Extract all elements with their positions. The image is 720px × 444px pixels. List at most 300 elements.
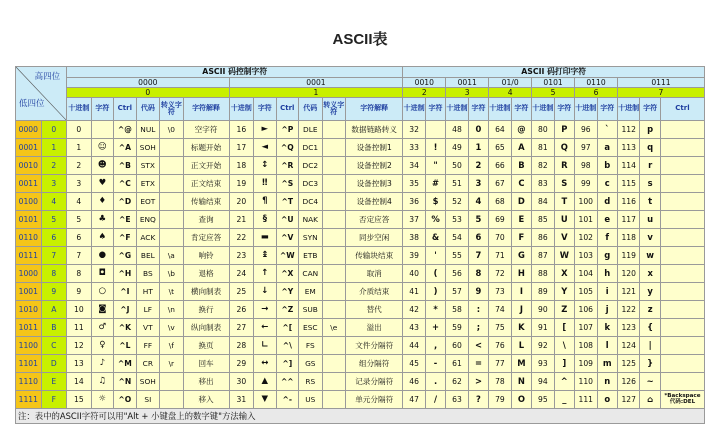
decimal-cell: 49 [446, 139, 468, 157]
code-cell: VT [136, 319, 160, 337]
decimal-cell: 39 [403, 247, 425, 265]
decimal-cell: 16 [229, 121, 254, 139]
high-bits-label: 0110 [575, 78, 618, 88]
char-cell: b [597, 157, 617, 175]
low-bits-label: 0010 [16, 157, 42, 175]
desc-cell: 移入 [183, 391, 229, 409]
decimal-cell: 42 [403, 301, 425, 319]
char-cell: } [640, 355, 660, 373]
escape-cell [322, 265, 346, 283]
high-bits-label: 0010 [403, 78, 446, 88]
low-hex-label: 0 [41, 121, 67, 139]
ctrl-cell: ^H [114, 265, 136, 283]
char-cell: 4 [468, 193, 488, 211]
table-row [16, 301, 705, 319]
code-cell: RS [299, 373, 323, 391]
desc-cell: 设备控制3 [346, 175, 403, 193]
char-cell: # [425, 175, 445, 193]
low-bits-label: 0100 [16, 193, 42, 211]
decimal-cell: 43 [403, 319, 425, 337]
decimal-cell: 63 [446, 391, 468, 409]
escape-cell [160, 193, 184, 211]
char-cell: y [640, 283, 660, 301]
char-cell: ☺ [91, 139, 113, 157]
char-cell: K [511, 319, 531, 337]
decimal-cell: 93 [532, 355, 554, 373]
char-cell: T [554, 193, 574, 211]
desc-cell: 组分隔符 [346, 355, 403, 373]
decimal-cell: 125 [617, 355, 639, 373]
char-cell: a [597, 139, 617, 157]
code-cell: SYN [299, 229, 323, 247]
decimal-cell: 8 [67, 265, 92, 283]
page-title: ASCII表 [332, 31, 388, 48]
char-cell: ← [254, 319, 276, 337]
ctrl-cell: ^M [114, 355, 136, 373]
char-cell: f [597, 229, 617, 247]
char-cell: t [640, 193, 660, 211]
ctrl-cell: ^] [276, 355, 298, 373]
char-cell: ↓ [254, 283, 276, 301]
code-cell: ETX [136, 175, 160, 193]
desc-cell: 正文开始 [183, 157, 229, 175]
high-hex-label: 2 [403, 88, 446, 98]
escape-cell [322, 211, 346, 229]
decimal-cell: 115 [617, 175, 639, 193]
escape-cell [322, 337, 346, 355]
low-hex-label: E [41, 373, 67, 391]
decimal-cell: 113 [617, 139, 639, 157]
char-cell: ☼ [91, 391, 113, 409]
code-cell: EM [299, 283, 323, 301]
code-cell: BEL [136, 247, 160, 265]
low-bits-label: 0101 [16, 211, 42, 229]
ctrl-cell: ^J [114, 301, 136, 319]
high-hex-label: 1 [229, 88, 403, 98]
decimal-cell: 7 [67, 247, 92, 265]
decimal-cell: 33 [403, 139, 425, 157]
char-cell: ♠ [91, 229, 113, 247]
table-row [16, 247, 705, 265]
decimal-cell: 30 [229, 373, 254, 391]
desc-cell: 纵向制表 [183, 319, 229, 337]
decimal-cell: 126 [617, 373, 639, 391]
table-row [16, 121, 705, 139]
char-cell: ♂ [91, 319, 113, 337]
char-cell: k [597, 319, 617, 337]
decimal-cell: 88 [532, 265, 554, 283]
decimal-cell: 105 [575, 283, 597, 301]
char-cell: ↑ [254, 265, 276, 283]
column-header-desc: 字符解释 [183, 98, 229, 121]
char-cell: 9 [468, 283, 488, 301]
char-cell: W [554, 247, 574, 265]
char-cell: * [425, 301, 445, 319]
char-cell: n [597, 373, 617, 391]
ctrl-cell: ^V [276, 229, 298, 247]
char-cell: v [640, 229, 660, 247]
low-bits-label: 1100 [16, 337, 42, 355]
table-row [16, 229, 705, 247]
escape-cell [160, 157, 184, 175]
char-cell: @ [511, 121, 531, 139]
column-header-char: 字符 [511, 98, 531, 121]
high-hex-label: 4 [489, 88, 532, 98]
table-row [16, 283, 705, 301]
char-cell: < [468, 337, 488, 355]
decimal-cell: 10 [67, 301, 92, 319]
char-cell: 2 [468, 157, 488, 175]
decimal-cell: 34 [403, 157, 425, 175]
char-cell: ▼ [254, 391, 276, 409]
column-header-escape: 转义字符 [322, 98, 346, 121]
column-header-decimal: 十进制 [617, 98, 639, 121]
decimal-cell: 110 [575, 373, 597, 391]
escape-cell [322, 157, 346, 175]
low-bits-label: 1000 [16, 265, 42, 283]
ctrl-cell: ^N [114, 373, 136, 391]
desc-cell: 否定应答 [346, 211, 403, 229]
table-row [16, 373, 705, 391]
char-cell: = [468, 355, 488, 373]
ctrl-cell: ^R [276, 157, 298, 175]
char-cell: ☻ [91, 157, 113, 175]
code-cell: FS [299, 337, 323, 355]
decimal-cell: 89 [532, 283, 554, 301]
ctrl-cell: ^S [276, 175, 298, 193]
escape-cell [322, 193, 346, 211]
char-cell: Q [554, 139, 574, 157]
escape-cell: \t [160, 283, 184, 301]
high-hex-label: 6 [575, 88, 618, 98]
char-cell: N [511, 373, 531, 391]
desc-cell: 标题开始 [183, 139, 229, 157]
table-row [16, 175, 705, 193]
column-header-char: 字符 [597, 98, 617, 121]
table-row [16, 355, 705, 373]
decimal-cell: 73 [489, 283, 511, 301]
ctrl-cell [660, 157, 704, 175]
column-header-code: 代码 [299, 98, 323, 121]
code-cell: ACK [136, 229, 160, 247]
char-cell: U [554, 211, 574, 229]
code-cell: DC4 [299, 193, 323, 211]
char-cell: C [511, 175, 531, 193]
char-cell: p [640, 121, 660, 139]
char-cell: / [425, 391, 445, 409]
ctrl-cell [660, 319, 704, 337]
high-bits-label: 0000 [67, 78, 229, 88]
decimal-cell: 98 [575, 157, 597, 175]
high-bits-label: 0001 [229, 78, 403, 88]
char-cell: ( [425, 265, 445, 283]
char-cell: s [640, 175, 660, 193]
column-header-decimal: 十进制 [446, 98, 468, 121]
low-bits-label: 0000 [16, 121, 42, 139]
ctrl-cell: ^E [114, 211, 136, 229]
print-title: ASCII 码打印字符 [403, 67, 705, 78]
decimal-cell: 51 [446, 175, 468, 193]
table-row [16, 157, 705, 175]
decimal-cell: 91 [532, 319, 554, 337]
decimal-cell: 97 [575, 139, 597, 157]
table-row [16, 319, 705, 337]
desc-cell: 设备控制1 [346, 139, 403, 157]
desc-cell: 退格 [183, 265, 229, 283]
escape-cell [160, 139, 184, 157]
char-cell: l [597, 337, 617, 355]
char-cell: ▬ [254, 229, 276, 247]
char-cell: ♣ [91, 211, 113, 229]
ctrl-cell [660, 193, 704, 211]
low-hex-label: 2 [41, 157, 67, 175]
char-cell: ↕ [254, 157, 276, 175]
low-hex-label: 3 [41, 175, 67, 193]
decimal-cell: 58 [446, 301, 468, 319]
column-header-decimal: 十进制 [403, 98, 425, 121]
low-bits-label: 0110 [16, 229, 42, 247]
control-title: ASCII 码控制字符 [67, 67, 403, 78]
char-cell: - [425, 355, 445, 373]
char-cell: ♪ [91, 355, 113, 373]
char-cell: c [597, 175, 617, 193]
low-bits-label: 1111 [16, 391, 42, 409]
ctrl-cell: ^P [276, 121, 298, 139]
decimal-cell: 28 [229, 337, 254, 355]
decimal-cell: 108 [575, 337, 597, 355]
char-cell: O [511, 391, 531, 409]
ctrl-cell: ^C [114, 175, 136, 193]
column-header-ctrl: Ctrl [660, 98, 704, 121]
decimal-cell: 90 [532, 301, 554, 319]
escape-cell: \f [160, 337, 184, 355]
escape-cell [160, 175, 184, 193]
ctrl-cell [660, 265, 704, 283]
char-cell: ` [597, 121, 617, 139]
escape-cell [322, 175, 346, 193]
decimal-cell: 5 [67, 211, 92, 229]
decimal-cell: 13 [67, 355, 92, 373]
high-hex-label: 0 [67, 88, 229, 98]
decimal-cell: 81 [532, 139, 554, 157]
decimal-cell: 101 [575, 211, 597, 229]
decimal-cell: 40 [403, 265, 425, 283]
decimal-cell: 48 [446, 121, 468, 139]
char-cell: ^ [554, 373, 574, 391]
decimal-cell: 122 [617, 301, 639, 319]
decimal-cell: 94 [532, 373, 554, 391]
char-cell: o [597, 391, 617, 409]
ctrl-cell: ^K [114, 319, 136, 337]
decimal-cell: 26 [229, 301, 254, 319]
decimal-cell: 64 [489, 121, 511, 139]
char-cell: 8 [468, 265, 488, 283]
decimal-cell: 111 [575, 391, 597, 409]
desc-cell: 传输结束 [183, 193, 229, 211]
char-cell: r [640, 157, 660, 175]
char-cell: § [254, 211, 276, 229]
decimal-cell: 54 [446, 229, 468, 247]
decimal-cell: 57 [446, 283, 468, 301]
decimal-cell: 70 [489, 229, 511, 247]
column-header-char: 字符 [640, 98, 660, 121]
high-hex-label: 7 [617, 88, 704, 98]
desc-cell: 肯定应答 [183, 229, 229, 247]
ctrl-cell [660, 211, 704, 229]
decimal-cell: 99 [575, 175, 597, 193]
decimal-cell: 47 [403, 391, 425, 409]
char-cell: P [554, 121, 574, 139]
decimal-cell: 65 [489, 139, 511, 157]
ctrl-cell: ^D [114, 193, 136, 211]
high-hex-label: 3 [446, 88, 489, 98]
decimal-cell: 59 [446, 319, 468, 337]
desc-cell: 传输块结束 [346, 247, 403, 265]
char-cell: ‼ [254, 175, 276, 193]
char-cell: m [597, 355, 617, 373]
char-cell: , [425, 337, 445, 355]
escape-cell [322, 391, 346, 409]
char-cell: ! [425, 139, 445, 157]
decimal-cell: 36 [403, 193, 425, 211]
code-cell: CAN [299, 265, 323, 283]
low-bits-label: 0011 [16, 175, 42, 193]
column-header-ctrl: Ctrl [114, 98, 136, 121]
column-header-char: 字符 [425, 98, 445, 121]
char-cell: g [597, 247, 617, 265]
del-note-cell: *Backspace 代码:DEL [660, 391, 704, 409]
low-hex-label: 1 [41, 139, 67, 157]
corner-high-label: 高四位 [34, 72, 61, 82]
escape-cell [160, 211, 184, 229]
code-cell: US [299, 391, 323, 409]
char-cell: ⌂ [640, 391, 660, 409]
char-cell: I [511, 283, 531, 301]
char-cell: ▲ [254, 373, 276, 391]
char-cell: h [597, 265, 617, 283]
code-cell: STX [136, 157, 160, 175]
char-cell: 6 [468, 229, 488, 247]
char-cell: $ [425, 193, 445, 211]
decimal-cell: 21 [229, 211, 254, 229]
desc-cell: 正文结束 [183, 175, 229, 193]
char-cell: 7 [468, 247, 488, 265]
decimal-cell: 18 [229, 157, 254, 175]
low-bits-label: 1101 [16, 355, 42, 373]
ctrl-cell: ^\ [276, 337, 298, 355]
decimal-cell: 120 [617, 265, 639, 283]
desc-cell: 数据链路转义 [346, 121, 403, 139]
char-cell: z [640, 301, 660, 319]
low-hex-label: B [41, 319, 67, 337]
decimal-cell: 46 [403, 373, 425, 391]
decimal-cell: 96 [575, 121, 597, 139]
table-row [16, 193, 705, 211]
char-cell: q [640, 139, 660, 157]
char-cell: D [511, 193, 531, 211]
decimal-cell: 66 [489, 157, 511, 175]
char-cell: ; [468, 319, 488, 337]
column-header-desc: 字符解释 [346, 98, 403, 121]
char-cell: ○ [91, 283, 113, 301]
char-cell: S [554, 175, 574, 193]
column-header-decimal: 十进制 [67, 98, 92, 121]
decimal-cell: 3 [67, 175, 92, 193]
decimal-cell: 44 [403, 337, 425, 355]
escape-cell [322, 373, 346, 391]
corner-header [16, 67, 67, 121]
char-cell: \ [554, 337, 574, 355]
decimal-cell: 19 [229, 175, 254, 193]
decimal-cell: 92 [532, 337, 554, 355]
table-row [16, 139, 705, 157]
desc-cell: 介质结束 [346, 283, 403, 301]
high-bits-label: 0111 [617, 78, 704, 88]
ctrl-cell: ^I [114, 283, 136, 301]
low-hex-label: 4 [41, 193, 67, 211]
decimal-cell: 22 [229, 229, 254, 247]
column-header-decimal: 十进制 [532, 98, 554, 121]
char-cell: ] [554, 355, 574, 373]
decimal-cell: 86 [532, 229, 554, 247]
column-header-decimal: 十进制 [489, 98, 511, 121]
column-header-char: 字符 [91, 98, 113, 121]
decimal-cell: 106 [575, 301, 597, 319]
decimal-cell: 87 [532, 247, 554, 265]
decimal-cell: 114 [617, 157, 639, 175]
code-cell: SOH [136, 373, 160, 391]
desc-cell: 空字符 [183, 121, 229, 139]
decimal-cell: 85 [532, 211, 554, 229]
char-cell: M [511, 355, 531, 373]
desc-cell: 换行 [183, 301, 229, 319]
char-cell: ' [425, 247, 445, 265]
decimal-cell: 84 [532, 193, 554, 211]
escape-cell [322, 121, 346, 139]
decimal-cell: 83 [532, 175, 554, 193]
code-cell: ESC [299, 319, 323, 337]
decimal-cell: 4 [67, 193, 92, 211]
ctrl-cell: ^^ [276, 373, 298, 391]
char-cell: { [640, 319, 660, 337]
char-cell: ? [468, 391, 488, 409]
decimal-cell: 0 [67, 121, 92, 139]
escape-cell [322, 247, 346, 265]
char-cell: x [640, 265, 660, 283]
code-cell: NAK [299, 211, 323, 229]
code-cell: NUL [136, 121, 160, 139]
decimal-cell: 124 [617, 337, 639, 355]
decimal-cell: 37 [403, 211, 425, 229]
low-bits-label: 1010 [16, 301, 42, 319]
char-cell: | [640, 337, 660, 355]
char-cell [91, 121, 113, 139]
ctrl-cell [660, 355, 704, 373]
ctrl-cell: ^Y [276, 283, 298, 301]
decimal-cell: 104 [575, 265, 597, 283]
ctrl-cell: ^T [276, 193, 298, 211]
decimal-cell: 116 [617, 193, 639, 211]
char-cell: _ [554, 391, 574, 409]
char-cell: w [640, 247, 660, 265]
desc-cell: 设备控制2 [346, 157, 403, 175]
char-cell: " [425, 157, 445, 175]
ctrl-cell [660, 247, 704, 265]
code-cell: FF [136, 337, 160, 355]
low-bits-label: 1001 [16, 283, 42, 301]
decimal-cell: 9 [67, 283, 92, 301]
low-bits-label: 0111 [16, 247, 42, 265]
